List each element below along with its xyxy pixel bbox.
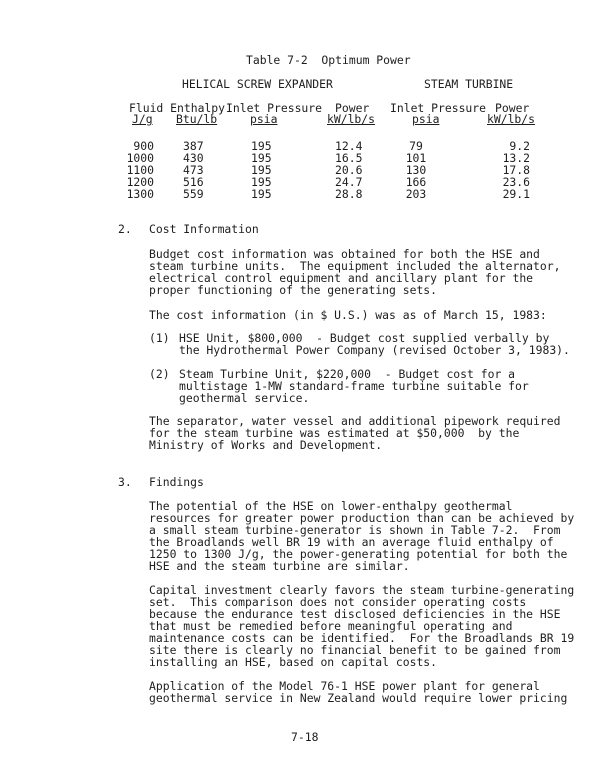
section2-number: 2. [118,222,132,236]
text-line: the Broadlands well BR 19 with an average fluid enthalpy of [149,535,554,549]
header-power-hse: Power [335,101,370,115]
text-line: proper functioning of the generating sets. [149,283,438,297]
section3-heading: Findings [149,475,204,489]
table-group-hse: HELICAL SCREW EXPANDER [182,77,333,91]
text-line: The potential of the HSE on lower-enthalpy geothermal [149,499,513,513]
text-line: HSE Unit, $800,000 - Budget cost supplied verbally by [179,331,550,345]
cell-power-st: 17.8 [502,163,530,177]
header-power-st: Power [495,101,530,115]
text-line: Capital investment clearly favors the steam turbine-generating [149,583,575,597]
text-line: Application of the Model 76-1 HSE power plant for general [149,679,540,693]
cell-pressure-st: 101 [405,151,427,165]
cell-jg: 1300 [126,187,154,201]
cell-pressure-st: 79 [409,139,423,153]
text-line: electrical control equipment and ancillary plant for the [149,271,534,285]
cost-item-text [179,368,529,404]
cost-item-number: (1) [149,331,170,345]
header-psia-hse: psia [250,112,278,126]
cell-jg: 1100 [126,163,154,177]
header-fluid-enthalpy: Fluid Enthalpy [129,101,226,115]
cost-item-text [179,332,570,356]
cell-power-st: 9.2 [509,139,530,153]
header-inlet-pressure-hse: Inlet Pressure [226,101,323,115]
cell-btu: 516 [183,175,204,189]
page-number: 7-18 [291,730,319,744]
text-line: for the steam turbine was estimated at $50,000 by the [149,426,520,440]
cell-power-hse: 20.6 [335,163,363,177]
header-jg: J/g [132,112,153,126]
text-line: resources for greater power production than can be achieved by [149,511,575,525]
header-kwlbs-st: kW/lb/s [487,112,536,126]
cell-pressure-st: 166 [405,175,427,189]
section3-paragraph-2 [149,583,575,669]
text-line: a small steam turbine-generator is shown in Table 7-2. From [149,523,561,537]
text-line: set. This comparison does not consider operating costs [149,595,527,609]
text-line: because the endurance test disclosed deficiencies in the HSE [149,607,561,621]
cell-power-hse: 24.7 [335,175,363,189]
cell-power-hse: 12.4 [335,139,363,153]
cell-pressure-hse: 195 [251,175,272,189]
text-line: Ministry of Works and Development. [149,438,383,452]
cost-item-number: (2) [149,367,170,381]
text-line: that must be remedied before meaningful operating and [149,619,513,633]
section2-paragraph-2: The cost information (in $ U.S.) was as of March 15, 1983: [149,308,547,322]
text-line: multistage 1-MW standard-frame turbine suitable for [179,379,529,393]
cell-power-hse: 28.8 [335,187,363,201]
text-line: maintenance costs can be identified. For the Broadlands BR 19 [149,631,575,645]
cell-jg: 1000 [126,151,154,165]
text-line: installing an HSE, based on capital costs. [149,655,438,669]
cell-pressure-st: 130 [405,163,427,177]
header-btulb: Btu/lb [176,112,218,126]
cell-pressure-hse: 195 [251,151,272,165]
cell-btu: 473 [183,163,204,177]
cell-power-st: 23.6 [502,175,530,189]
cell-jg: 1200 [126,175,154,189]
cell-power-st: 29.1 [502,187,530,201]
section3-paragraph-1 [149,499,575,573]
header-kwlbs-hse: kW/lb/s [327,112,376,126]
section2-heading: Cost Information [149,222,259,236]
cell-pressure-hse: 195 [251,163,272,177]
table-group-steam: STEAM TURBINE [424,77,514,91]
text-line: site there is clearly no financial benefit to be gained from [149,643,561,657]
text-line: geothermal service in New Zealand would require lower pricing [149,691,568,705]
cell-btu: 430 [183,151,204,165]
cell-btu: 559 [183,187,204,201]
text-line: Steam Turbine Unit, $220,000 - Budget cost for a [179,367,516,381]
text-line: The separator, water vessel and additional pipework required [149,414,561,428]
cell-power-hse: 16.5 [335,151,363,165]
text-line: Budget cost information was obtained for both the HSE and [149,247,540,261]
text-line: 1250 to 1300 J/g, the power-generating potential for both the [149,547,568,561]
cell-btu: 387 [183,139,204,153]
cell-jg: 900 [133,139,154,153]
cell-pressure-st: 203 [405,187,427,201]
cell-power-st: 13.2 [502,151,530,165]
section3-number: 3. [118,475,132,489]
text-line: HSE and the steam turbine are similar. [149,559,410,573]
text-line: the Hydrothermal Power Company (revised October 3, 1983). [179,343,570,357]
text-line: geothermal service. [179,391,310,405]
section3-paragraph-3 [149,679,568,705]
header-inlet-pressure-st: Inlet Pressure [390,101,487,115]
cell-pressure-hse: 195 [251,139,272,153]
table-title: Table 7-2 Optimum Power [246,53,411,67]
header-psia-st: psia [412,112,440,126]
section2-paragraph-3 [149,414,561,452]
cell-pressure-hse: 195 [251,187,272,201]
section2-paragraph-1 [149,247,561,297]
text-line: steam turbine units. The equipment included the alternator, [149,259,561,273]
